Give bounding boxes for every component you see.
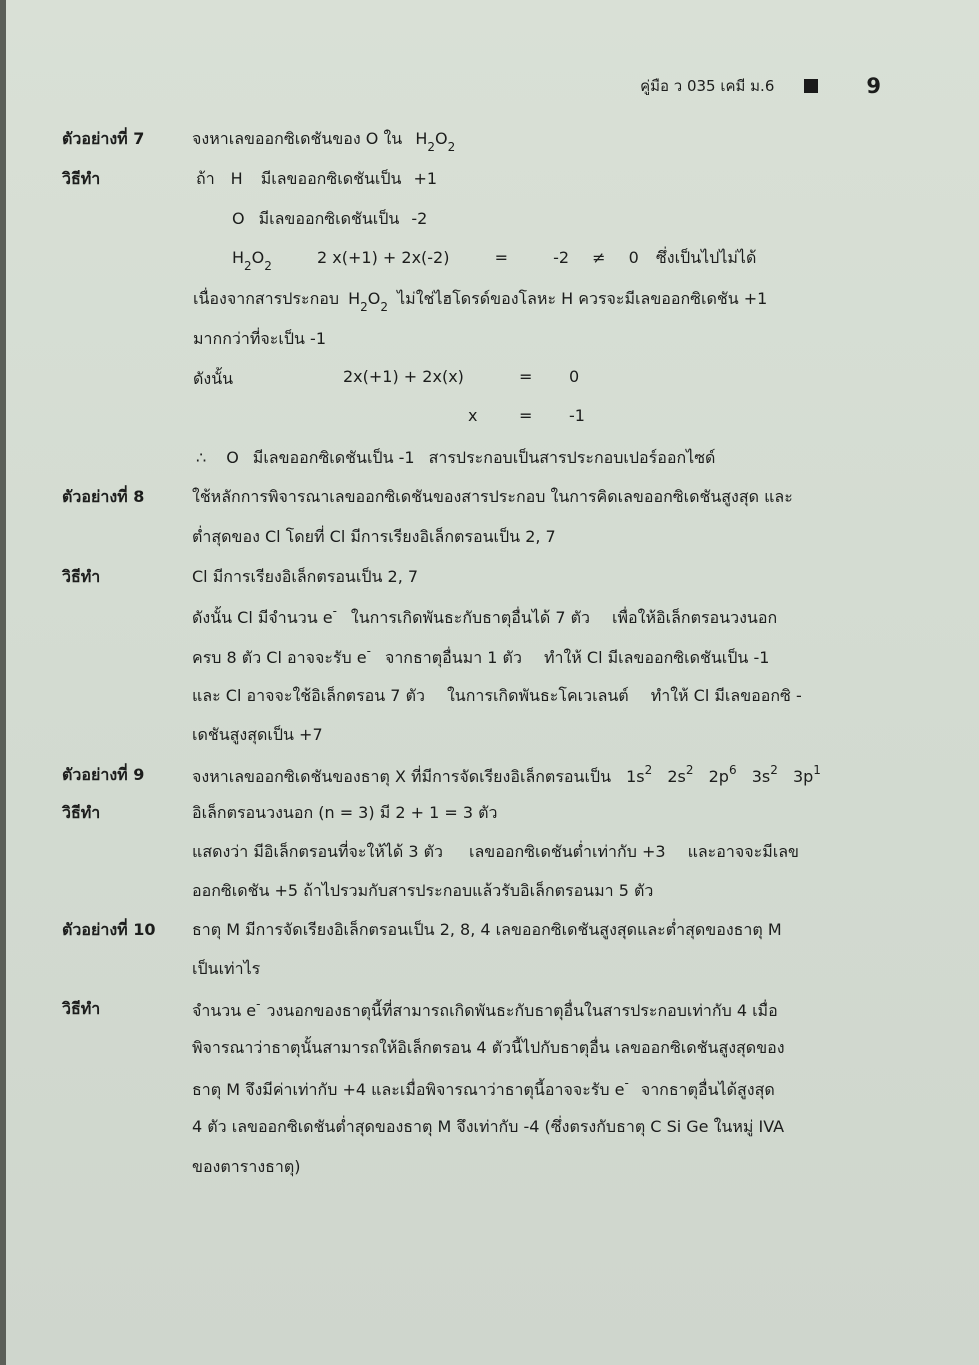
example-7-step-1: ถ้า H มีเลขออกซิเดชันเป็น +1 bbox=[196, 169, 438, 188]
example-9-question: จงหาเลขออกซิเดชันของธาตุ X ที่มีการจัดเรียงอิเล็กตรอนเป็น $1s^2$ $2s^2$ $2p^6$ $3s^2$ $3p^1$ bbox=[192, 763, 821, 786]
example-8-step-1: Cl มีการเรียงอิเล็กตรอนเป็น 2, 7 bbox=[192, 567, 419, 586]
example-10-label: ตัวอย่างที่ 10 bbox=[62, 920, 156, 939]
example-9-step-3: ออกซิเดชัน +5 ถ้าไปรวมกับสารประกอบแล้วรับอิเล็กตรอนมา 5 ตัว bbox=[192, 881, 654, 900]
formula-h2o2: $H_2O_2$ bbox=[232, 248, 272, 273]
example-10-step-4: 4 ตัว เลขออกซิเดชันต่ำสุดของธาตุ M จึงเท่ากับ -4 (ซึ่งตรงกับธาตุ C Si Ge ในหมู่ IVA bbox=[192, 1117, 785, 1136]
example-7-label: ตัวอย่างที่ 7 bbox=[62, 129, 145, 148]
header-square-mark bbox=[804, 79, 818, 93]
page-edge bbox=[0, 0, 6, 1365]
example-7-step-6: ดังนั้น 2x(+1) + 2x(x) = 0 bbox=[193, 367, 580, 388]
example-7-solution-label: วิธีทำ bbox=[62, 169, 101, 188]
formula-h2o2: $H_2O_2$ bbox=[415, 129, 456, 154]
example-7-step-5: มากกว่าที่จะเป็น -1 bbox=[193, 329, 326, 348]
example-7-step-3: $H_2O_2$ 2 x(+1) + 2x(-2) = -2 ≠ 0 ซึ่งเป็นไปไม่ได้ bbox=[232, 248, 757, 273]
example-9-label: ตัวอย่างที่ 9 bbox=[62, 765, 145, 784]
example-9-step-1: อิเล็กตรอนวงนอก (n = 3) มี 2 + 1 = 3 ตัว bbox=[192, 803, 498, 822]
example-9-step-2: แสดงว่า มีอิเล็กตรอนที่จะให้ได้ 3 ตัว เลขออกซิเดชันต่ำเท่ากับ +3 และอาจจะมีเลข bbox=[192, 842, 799, 861]
example-8-step-4: และ Cl อาจจะใช้อิเล็กตรอน 7 ตัว ในการเกิดพันธะโคเวเลนต์ ทำให้ Cl มีเลขออกซิ - bbox=[192, 686, 802, 705]
example-9-solution-label: วิธีทำ bbox=[62, 803, 101, 822]
page-header bbox=[640, 74, 881, 98]
example-7-question: จงหาเลขออกซิเดชันของ O ใน $H_2O_2$ bbox=[192, 129, 456, 154]
example-7-conclusion: ∴ O มีเลขออกซิเดชันเป็น -1 สารประกอบเป็นสารประกอบเปอร์ออกไซด์ bbox=[196, 448, 716, 467]
example-7-step-4: เนื่องจากสารประกอบ $H_2O_2$ ไม่ใช่ไฮโดรด์ของโลหะ H ควรจะมีเลขออกซิเดชัน +1 bbox=[193, 289, 768, 314]
example-7-step-2: O มีเลขออกซิเดชันเป็น -2 bbox=[232, 209, 428, 228]
example-8-solution-label: วิธีทำ bbox=[62, 567, 101, 586]
example-7-step-7: x = -1 bbox=[468, 406, 585, 425]
example-8-step-2: ดังนั้น Cl มีจำนวน e- ในการเกิดพันธะกับธาตุอื่นได้ 7 ตัว เพื่อให้อิเล็กตรอนวงนอก bbox=[192, 604, 778, 627]
example-10-question-line-1: ธาตุ M มีการจัดเรียงอิเล็กตรอนเป็น 2, 8, 4 เลขออกซิเดชันสูงสุดและต่ำสุดของธาตุ M bbox=[192, 920, 782, 939]
example-8-question-line-2: ต่ำสุดของ Cl โดยที่ Cl มีการเรียงอิเล็กตรอนเป็น 2, 7 bbox=[192, 527, 556, 546]
example-10-step-5: ของตารางธาตุ) bbox=[192, 1157, 301, 1176]
example-10-question-line-2: เป็นเท่าไร bbox=[192, 959, 261, 978]
example-10-step-1: จำนวน e- วงนอกของธาตุนี้ที่สามารถเกิดพันธะกับธาตุอื่นในสารประกอบเท่ากับ 4 เมื่อ bbox=[192, 997, 778, 1020]
example-8-question-line-1: ใช้หลักการพิจารณาเลขออกซิเดชันของสารประกอบ ในการคิดเลขออกซิเดชันสูงสุด และ bbox=[192, 487, 793, 506]
header-text: คู่มือ ว 035 เคมี ม.6 bbox=[640, 77, 775, 95]
example-10-step-2: พิจารณาว่าธาตุนั้นสามารถให้อิเล็กตรอน 4 ตัวนี้ไปกับธาตุอื่น เลขออกซิเดชันสูงสุดของ bbox=[192, 1038, 785, 1057]
example-8-label: ตัวอย่างที่ 8 bbox=[62, 487, 145, 506]
page-number: 9 bbox=[866, 74, 881, 98]
example-10-step-3: ธาตุ M จึงมีค่าเท่ากับ +4 และเมื่อพิจารณาว่าธาตุนี้อาจจะรับ e- จากธาตุอื่นได้สูงสุด bbox=[192, 1076, 775, 1099]
electron-configuration: $1s^2$ $2s^2$ $2p^6$ $3s^2$ $3p^1$ bbox=[626, 763, 821, 786]
example-8-step-3: ครบ 8 ตัว Cl อาจจะรับ e- จากธาตุอื่นมา 1 ตัว ทำให้ Cl มีเลขออกซิเดชันเป็น -1 bbox=[192, 644, 770, 667]
example-8-step-5: เดชันสูงสุดเป็น +7 bbox=[192, 725, 323, 744]
formula-h2o2: $H_2O_2$ bbox=[348, 289, 389, 314]
example-10-solution-label: วิธีทำ bbox=[62, 999, 101, 1018]
